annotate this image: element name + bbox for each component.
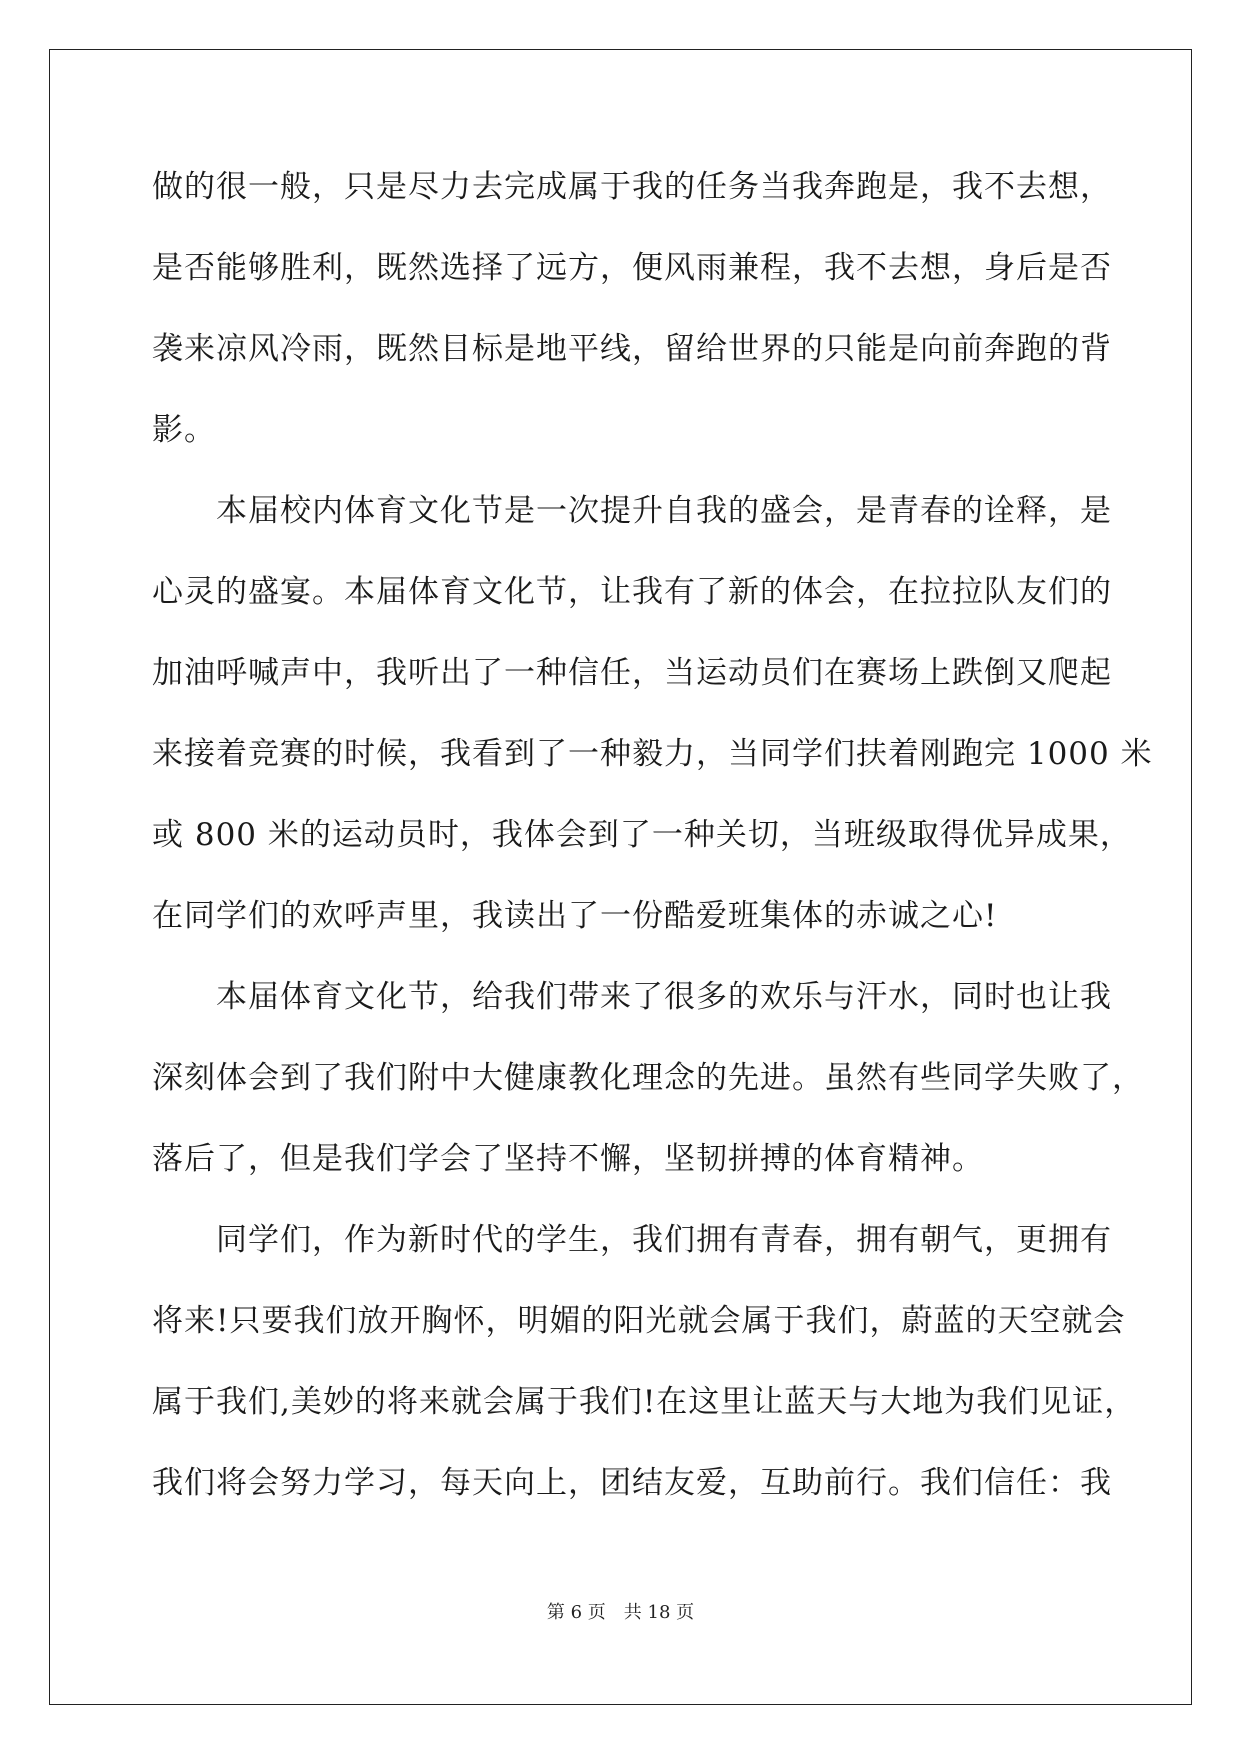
text-line: 或 800 米的运动员时，我体会到了一种关切，当班级取得优异成果， <box>152 817 1132 853</box>
paragraph-start-line: 同学们，作为新时代的学生，我们拥有青春，拥有朝气，更拥有 <box>216 1222 1112 1258</box>
text-line: 落后了，但是我们学会了坚持不懈，坚韧拼搏的体育精神。 <box>152 1141 984 1177</box>
text-line: 深刻体会到了我们附中大健康教化理念的先进。虽然有些同学失败了， <box>152 1060 1144 1096</box>
text-line: 加油呼喊声中，我听出了一种信任，当运动员们在赛场上跌倒又爬起 <box>152 655 1112 691</box>
text-line: 袭来凉风冷雨，既然目标是地平线，留给世界的只能是向前奔跑的背 <box>152 331 1112 367</box>
text-line: 在同学们的欢呼声里，我读出了一份酷爱班集体的赤诚之心! <box>152 898 998 934</box>
text-line: 属于我们,美妙的将来就会属于我们!在这里让蓝天与大地为我们见证， <box>152 1384 1137 1420</box>
text-line: 是否能够胜利，既然选择了远方，便风雨兼程，我不去想，身后是否 <box>152 250 1112 286</box>
page-number-footer: 第 6 页 共 18 页 <box>546 1602 695 1623</box>
text-line: 将来!只要我们放开胸怀，明媚的阳光就会属于我们，蔚蓝的天空就会 <box>152 1303 1126 1339</box>
text-line: 影。 <box>152 412 216 448</box>
paragraph-start-line: 本届校内体育文化节是一次提升自我的盛会，是青春的诠释，是 <box>216 493 1112 529</box>
text-line: 心灵的盛宴。本届体育文化节，让我有了新的体会，在拉拉队友们的 <box>152 574 1112 610</box>
paragraph-start-line: 本届体育文化节，给我们带来了很多的欢乐与汗水，同时也让我 <box>216 979 1112 1015</box>
text-line: 我们将会努力学习，每天向上，团结友爱，互助前行。我们信任：我 <box>152 1465 1112 1501</box>
document-body <box>152 147 1153 1524</box>
text-line: 来接着竞赛的时候，我看到了一种毅力，当同学们扶着刚跑完 1000 米 <box>152 736 1153 772</box>
text-line: 做的很一般，只是尽力去完成属于我的任务当我奔跑是，我不去想， <box>152 169 1112 205</box>
